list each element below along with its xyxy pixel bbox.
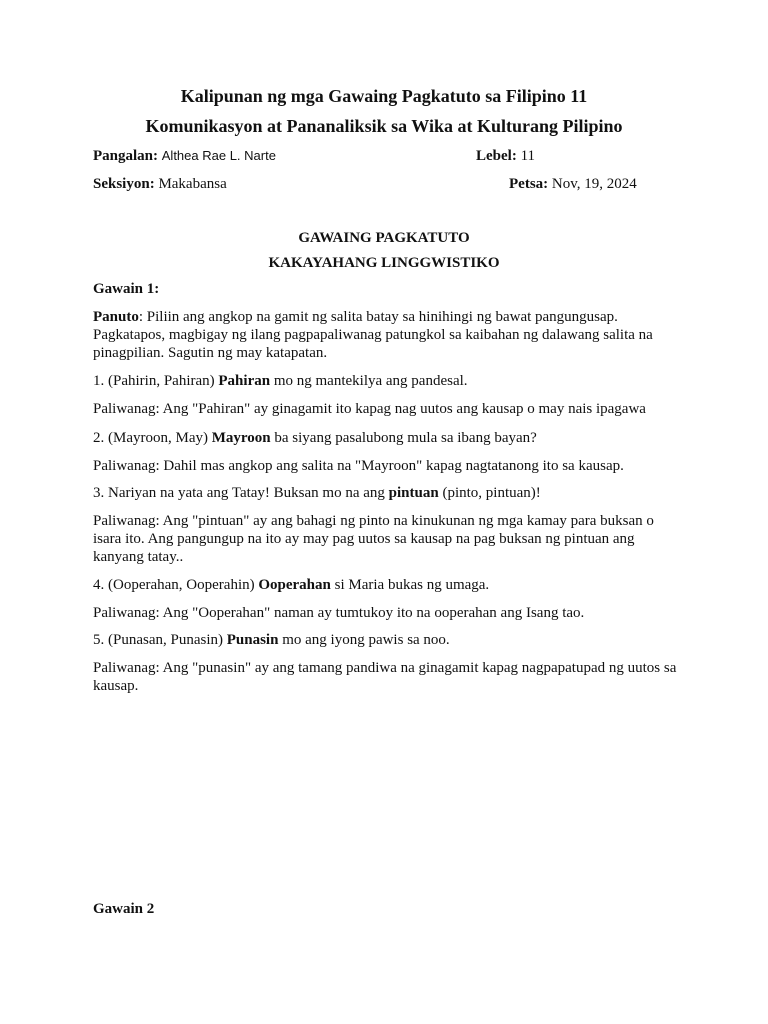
explanation-2: Paliwanag: Dahil mas angkop ang salita na "Mayroon" kapag nagtatanong ito sa kausap. [93, 458, 624, 474]
level-value: 11 [520, 148, 536, 164]
explanation-1: Paliwanag: Ang "Pahiran" ay ginagamit ito kapag nag uutos ang kausap o may nais ipagawa [93, 401, 646, 417]
question-text: si Maria bukas ng umaga. [330, 577, 490, 593]
instructions-paragraph [93, 308, 683, 362]
explanation-4: Paliwanag: Ang "Ooperahan" naman ay tumtukoy ito na ooperahan ang Isang tao. [93, 605, 585, 621]
question-answer: Punasin [226, 632, 279, 648]
activity-heading: GAWAING PAGKATUTO [298, 230, 470, 246]
question-2 [93, 429, 683, 447]
question-text: mo ang iyong pawis sa noo. [278, 632, 450, 648]
name-label: Pangalan: [93, 148, 159, 164]
question-5 [93, 631, 683, 649]
question-text: 5. (Punasan, Punasin) [93, 632, 227, 648]
gawain2-label: Gawain 2 [93, 901, 155, 917]
section-label: Seksiyon: [93, 176, 155, 192]
question-1 [93, 372, 683, 390]
question-text: (pinto, pintuan)! [438, 485, 541, 501]
question-text: ba siyang pasalubong mula sa ibang bayan? [270, 430, 537, 446]
question-text: 4. (Ooperahan, Ooperahin) [93, 577, 259, 593]
date-field [509, 174, 637, 194]
name-field [93, 146, 276, 166]
question-answer: pintuan [388, 485, 439, 501]
question-text: mo ng mantekilya ang pandesal. [270, 373, 468, 389]
question-answer: Ooperahan [258, 577, 331, 593]
question-answer: Mayroon [211, 430, 271, 446]
gawain1-label: Gawain 1: [93, 281, 160, 297]
section-field [93, 174, 227, 194]
name-value: Althea Rae L. Narte [161, 148, 276, 163]
explanation-5: Paliwanag: Ang "punasin" ay ang tamang pandiwa na ginagamit kapag nagpapatupad ng uutos sa kausap. [93, 660, 677, 694]
level-label: Lebel: [476, 148, 517, 164]
document-title: Kalipunan ng mga Gawaing Pagkatuto sa Filipino 11 [180, 86, 588, 106]
explanation-3: Paliwanag: Ang "pintuan" ay ang bahagi ng pinto na kinukunan ng mga kamay para buksan o isara ito. Ang pangungup na ito ay may pag uutos sa kausap na pag buksan ng pintuan ang kanyang tatay.. [93, 513, 654, 565]
question-4 [93, 576, 683, 594]
question-text: 3. Nariyan na yata ang Tatay! Buksan mo na ang [93, 485, 389, 501]
question-answer: Pahiran [218, 373, 271, 389]
question-3 [93, 484, 683, 502]
question-text: 2. (Mayroon, May) [93, 430, 212, 446]
document-subtitle: Komunikasyon at Pananaliksik sa Wika at Kulturang Pilipino [145, 116, 623, 136]
activity-subheading: KAKAYAHANG LINGGWISTIKO [268, 255, 500, 271]
panuto-label: Panuto [93, 309, 139, 325]
section-value: Makabansa [158, 176, 227, 192]
question-text: 1. (Pahirin, Pahiran) [93, 373, 219, 389]
panuto-text: : Piliin ang angkop na gamit ng salita batay sa hinihingi ng bawat pangungusap. Pagkatapos, magbigay ng ilang pagpapaliwanag patungkol sa kaibahan ng dalawang salita na pinagpilian. Sagutin ng may katapatan. [93, 309, 653, 361]
level-field [476, 146, 535, 166]
date-label: Petsa: [509, 176, 549, 192]
date-value: Nov, 19, 2024 [551, 176, 637, 192]
